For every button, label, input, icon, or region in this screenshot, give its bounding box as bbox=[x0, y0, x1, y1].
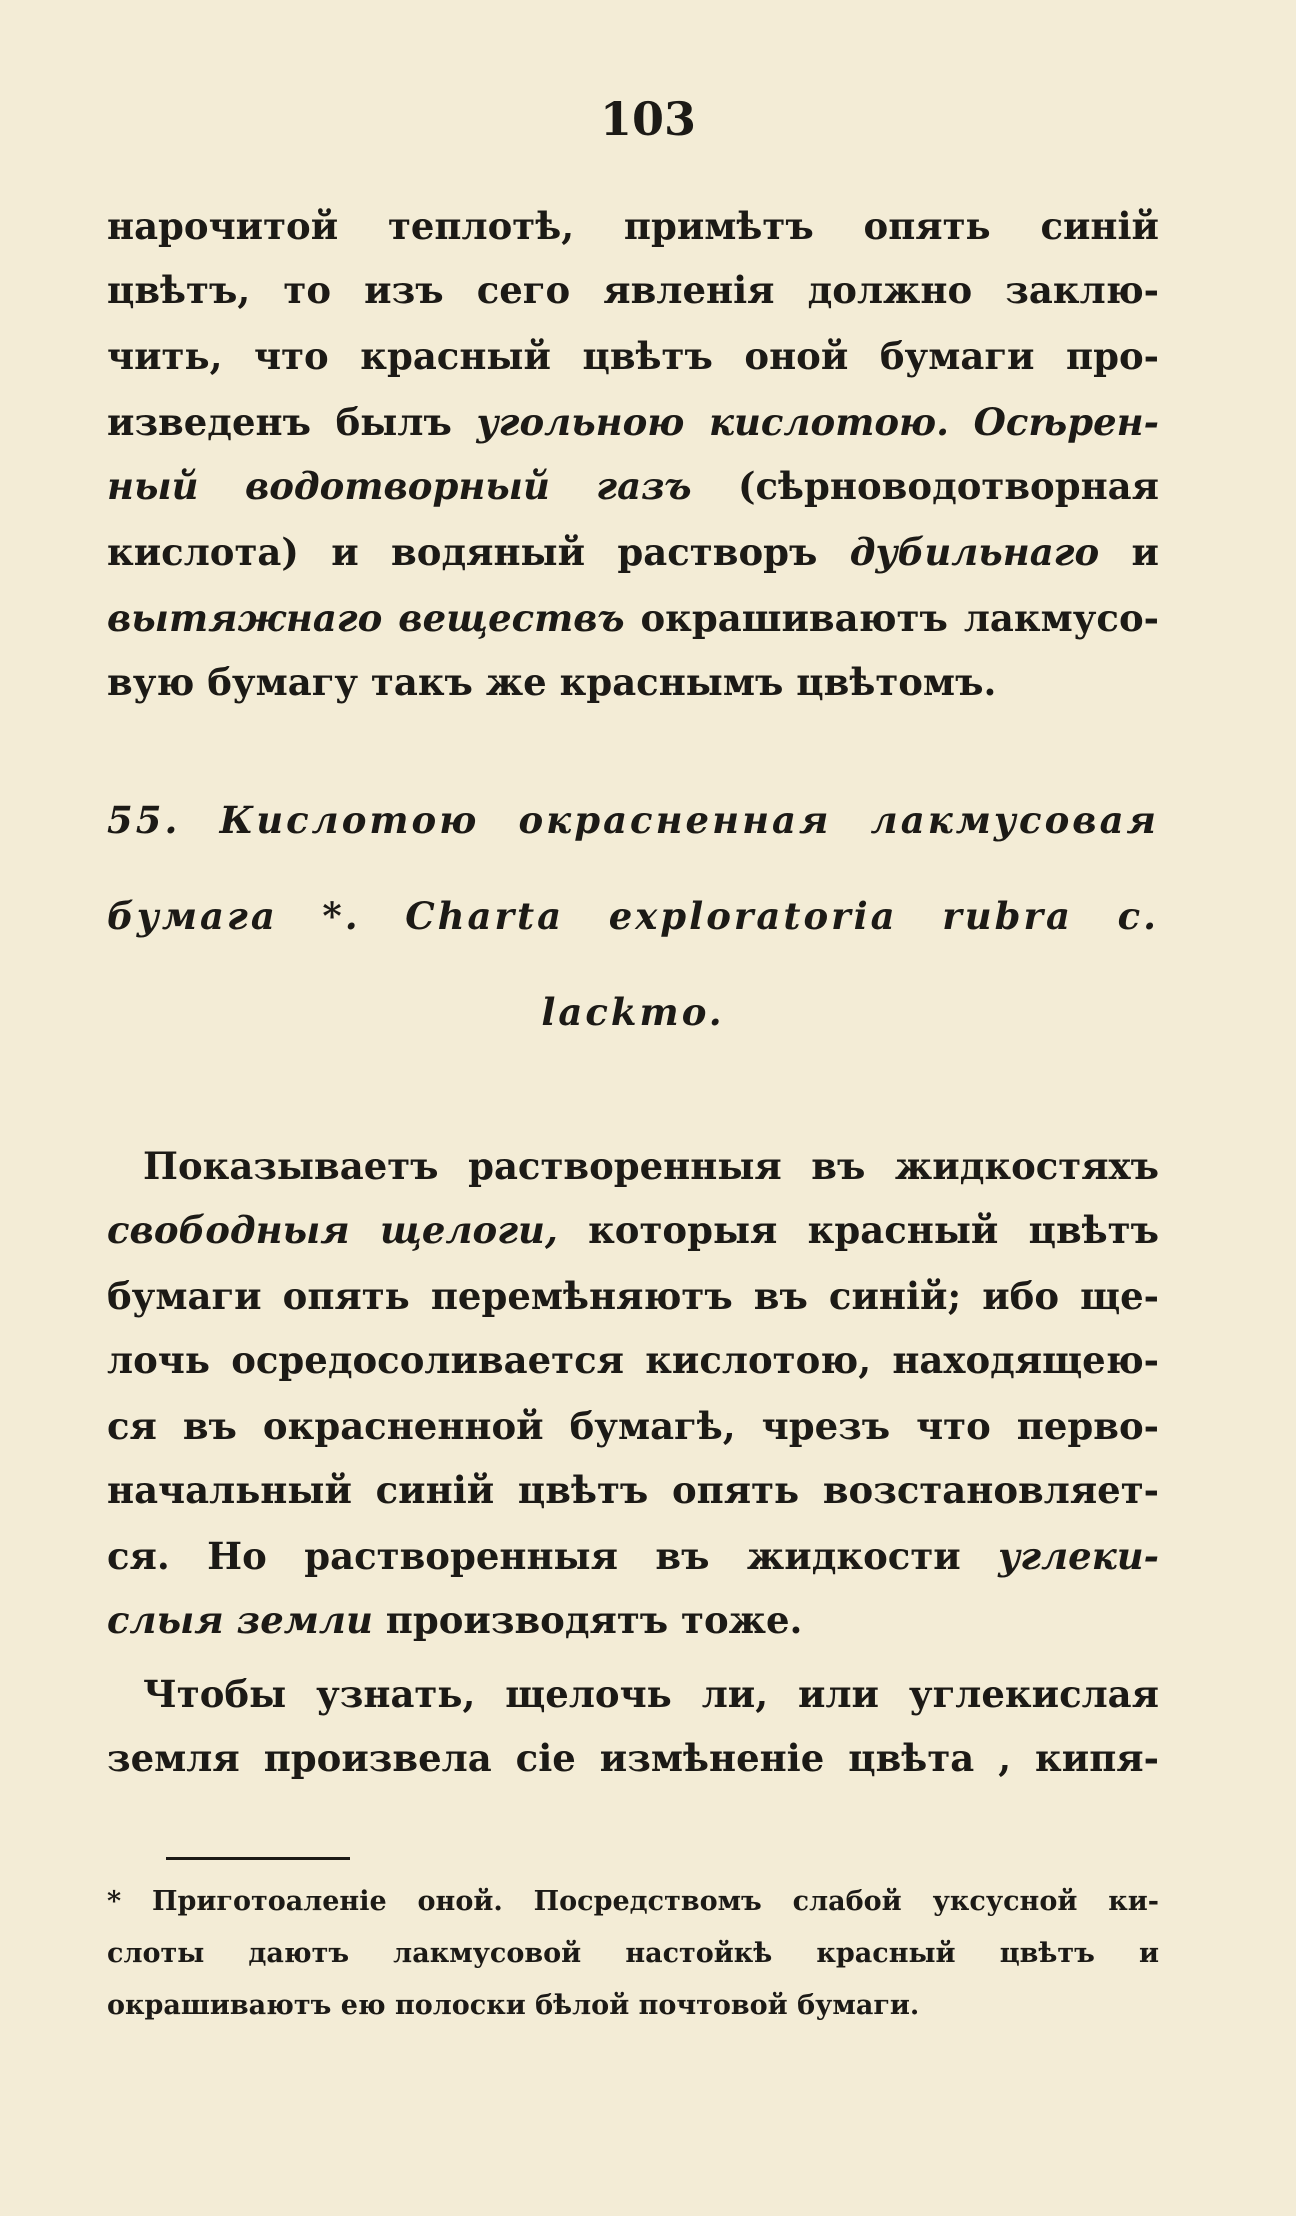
paragraph3-line-2 bbox=[107, 1736, 1159, 1780]
italic-run: Осѣрен- bbox=[948, 400, 1159, 444]
paragraph2-line-7 bbox=[107, 1534, 1159, 1578]
page-number: 103 bbox=[599, 92, 697, 146]
paragraph1-line-4 bbox=[107, 400, 1159, 444]
paragraph2-line-6 bbox=[107, 1468, 1159, 1512]
text-run: лочь осредосоливается кислотою, находящею- bbox=[107, 1338, 1159, 1382]
footnote-line-3: окрашиваютъ ею полоски бѣлой почтовой бумаги. bbox=[107, 1990, 920, 2021]
text-run: Чтобы узнать, щелочь ли, или углекислая bbox=[143, 1672, 1159, 1716]
text-run: окрашиваютъ лакмусо- bbox=[624, 596, 1159, 640]
text-run: цвѣтъ, то изъ сего явленія должно заклю- bbox=[107, 268, 1159, 312]
paragraph1-line-8 bbox=[107, 660, 1159, 704]
text-run: начальный синій цвѣтъ опять возстановляет- bbox=[107, 1468, 1159, 1512]
paragraph2-line-5 bbox=[107, 1404, 1159, 1448]
footnote-rule bbox=[166, 1857, 350, 1860]
italic-run: угольною кислотою. bbox=[476, 400, 949, 444]
text-run: изведенъ былъ bbox=[107, 400, 477, 444]
paragraph2-line-8 bbox=[107, 1598, 1159, 1642]
paragraph1-line-7 bbox=[107, 596, 1159, 640]
paragraph1-line-5 bbox=[107, 464, 1159, 508]
text-run: Показываетъ растворенныя въ жидкостяхъ bbox=[143, 1144, 1159, 1188]
text-run: производятъ тоже. bbox=[372, 1598, 803, 1642]
text-run: кислота) и водяный растворъ bbox=[107, 530, 850, 574]
footnote-line-1: * Приготоаленіе оной. Посредствомъ слабой уксусной ки- bbox=[107, 1886, 1159, 1917]
italic-run: свободныя щелоги, bbox=[107, 1208, 558, 1252]
text-run: ся въ окрасненной бумагѣ, чрезъ что перво- bbox=[107, 1404, 1159, 1448]
italic-run: углеки- bbox=[998, 1534, 1159, 1578]
paragraph1-line-2 bbox=[107, 268, 1159, 312]
text-run: ся. Но растворенныя въ жидкости bbox=[107, 1534, 999, 1578]
text-run: которыя красный цвѣтъ bbox=[557, 1208, 1159, 1252]
paragraph3-line-1 bbox=[107, 1672, 1159, 1716]
text-run: и bbox=[1099, 530, 1159, 574]
section-heading-line-1: 55. Кислотою окрасненная лакмусовая bbox=[107, 798, 1159, 842]
text-run: чить, что красный цвѣтъ оной бумаги про- bbox=[107, 334, 1159, 378]
paragraph2-line-1 bbox=[107, 1144, 1159, 1188]
paragraph1-line-3 bbox=[107, 334, 1159, 378]
italic-run: вытяжнаго веществъ bbox=[107, 596, 625, 640]
section-heading-line-2: бумага *. Charta exploratoria rubra c. bbox=[107, 894, 1159, 938]
text-run: земля произвела сіе измѣненіе цвѣта , кипя- bbox=[107, 1736, 1159, 1780]
italic-run: слыя земли bbox=[107, 1598, 373, 1642]
paragraph1-line-1 bbox=[107, 204, 1159, 248]
paragraph1-line-6 bbox=[107, 530, 1159, 574]
paragraph2-line-4 bbox=[107, 1338, 1159, 1382]
text-run: бумаги опять перемѣняютъ въ синій; ибо ще- bbox=[107, 1274, 1159, 1318]
footnote-line-2: слоты даютъ лакмусовой настойкѣ красный цвѣтъ и bbox=[107, 1938, 1159, 1969]
text-run: (сѣрноводотворная bbox=[691, 464, 1159, 508]
italic-run: дубильнаго bbox=[849, 530, 1100, 574]
section-heading-line-3: lackmo. bbox=[541, 990, 725, 1034]
paragraph2-line-2 bbox=[107, 1208, 1159, 1252]
text-run: нарочитой теплотѣ, примѣтъ опять синій bbox=[107, 204, 1159, 248]
paragraph2-line-3 bbox=[107, 1274, 1159, 1318]
italic-run: ный водотворный газъ bbox=[107, 464, 692, 508]
text-run: вую бумагу такъ же краснымъ цвѣтомъ. bbox=[107, 660, 997, 704]
